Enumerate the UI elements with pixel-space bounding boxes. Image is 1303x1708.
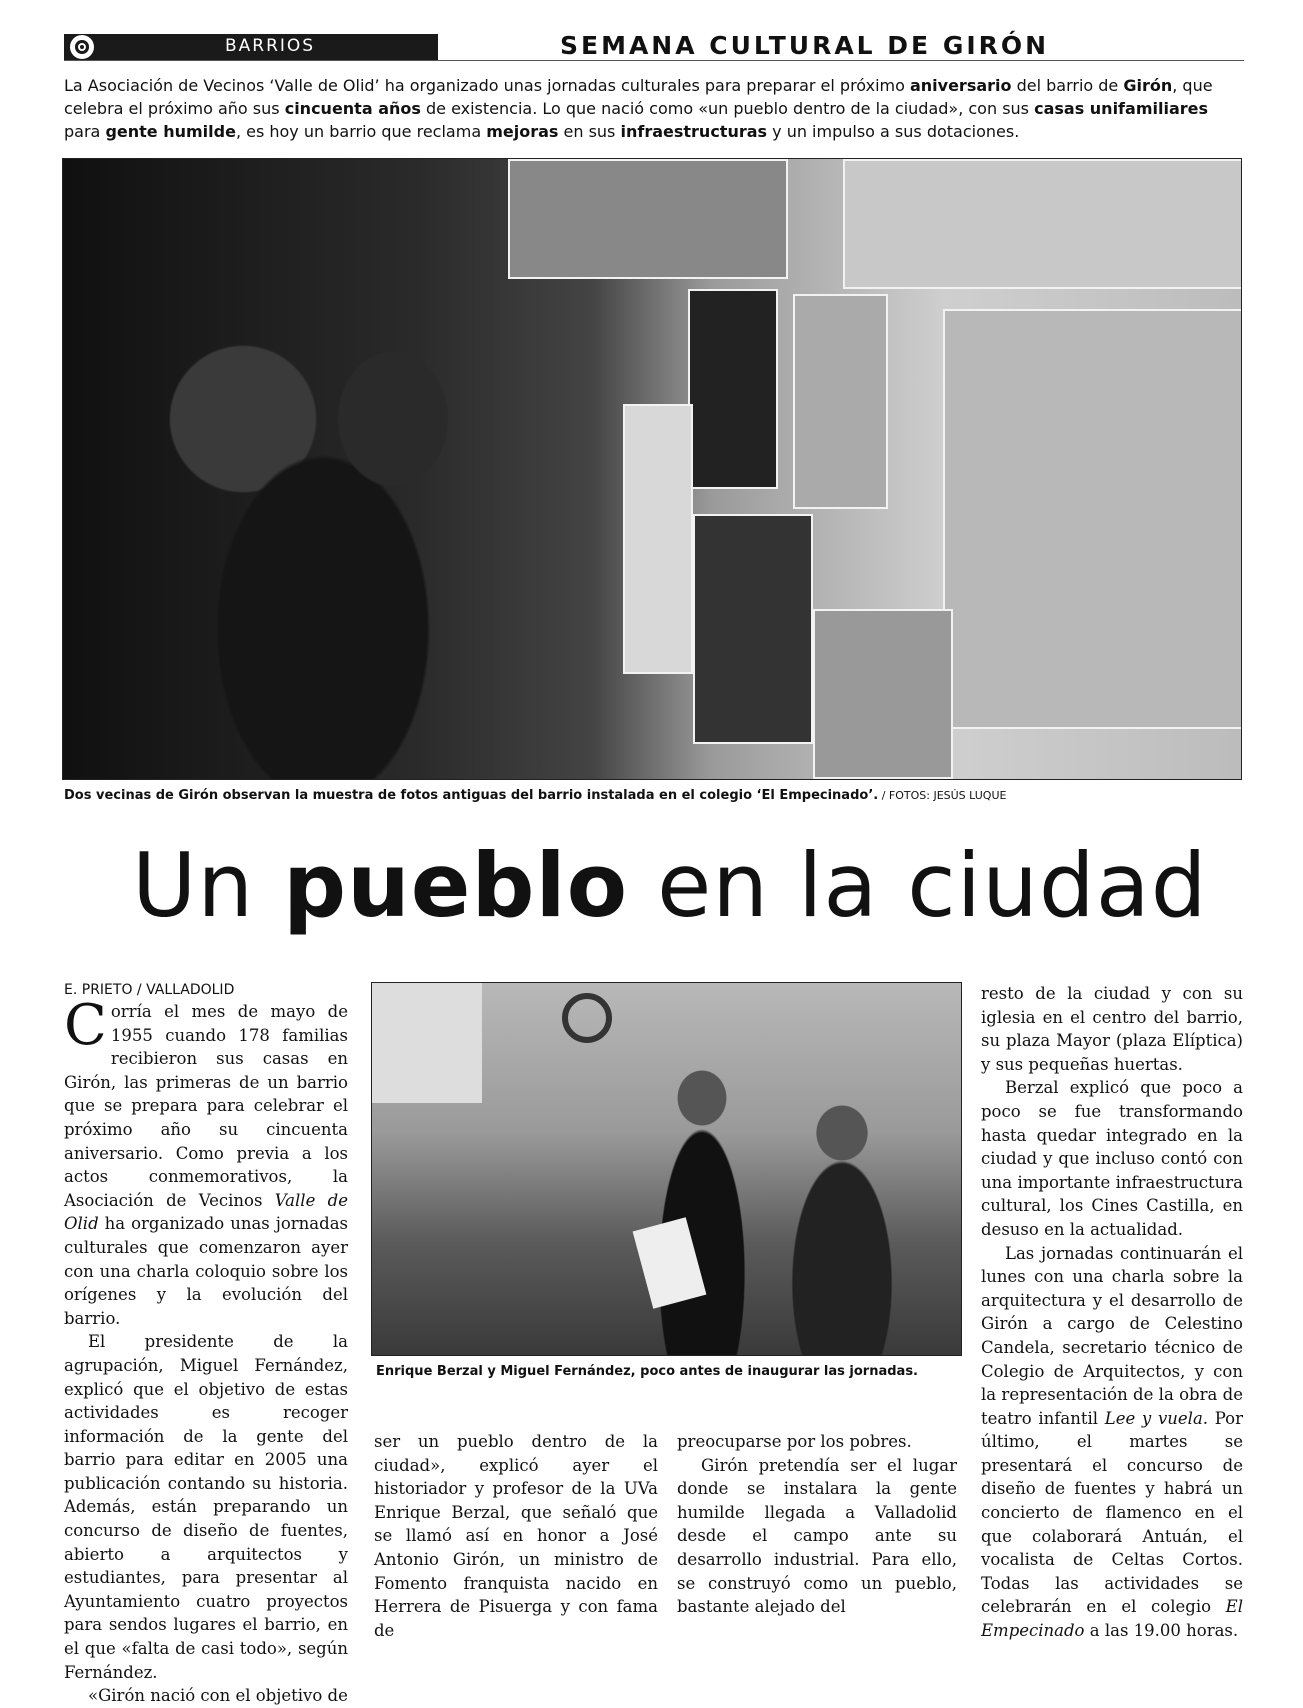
photo-exhibit-print [813,609,953,779]
article-column-1: Corría el mes de mayo de 1955 cuando 178 familias recibieron sus casas en Girón, las primeras de un barrio que se prepara para celebrar el próximo año su cincuenta aniversario. Como previa a los actos conmemorativos, la Asociación de Vecinos Valle de Olid ha organizado unas jornadas culturales que comenzaron ayer con una charla coloquio sobre los orígenes y la evolución del barrio. El presidente de la agrupación, Miguel Fernández, explicó que el objetivo de estas actividades es recoger información de la gente del barrio para editar en 2005 una publicación contando su historia. Además, están preparando un concurso de diseño de fuentes, abierto a arquitectos y estudiantes, para presentar al Ayuntamiento cuatro proyectos para sendos lugares el barrio, en el que «falta de casi todo», según Fernández. «Girón nació con el objetivo de [64,1000,348,1708]
article-paragraph: ser un pueblo dentro de la ciudad», explicó ayer el historiador y profesor de la UVa Enrique Berzal, que señaló que se llamó así en honor a José Antonio Girón, un ministro de Fomento franquista nacido en Herrera de Pisuerga y con fama de [374,1432,658,1640]
article-column-2 [374,1430,658,1642]
drop-cap: C [64,993,107,1058]
photo-exhibit-print [843,159,1242,289]
photo-exhibit-print [793,294,888,509]
byline: E. PRIETO / VALLADOLID [64,982,235,998]
article-paragraph: Las jornadas continuarán el lunes con una charla sobre la arquitectura y el desarrollo de Girón a cargo de Celestino Candela, secretario técnico de Colegio de Arquitectos, y con la representación de la obra de teatro infantil Lee y vuela. Por último, el martes se presentará el concurso de diseño de fuentes y habrá un concierto de flamenco en el que colaborará Antuán, el vocalista de Celtas Cortos. Todas las actividades se celebrarán en el colegio El Empecinado a las 19.00 horas. [981,1243,1243,1641]
article-paragraph: «Girón nació con el objetivo de [88,1686,348,1706]
main-photo [62,158,1242,780]
article-paragraph: El presidente de la agrupación, Miguel Fernández, explicó que el objetivo de estas actividades es recoger información de la gente del barrio para editar en 2005 una publicación contando su historia. Además, están preparando un concurso de diseño de fuentes, abierto a arquitectos y estudiantes, para presentar al Ayuntamiento cuatro proyectos para sendos lugares el barrio, en el que «falta de casi todo», según Fernández. [64,1332,348,1682]
second-photo-caption: Enrique Berzal y Miguel Fernández, poco antes de inaugurar las jornadas. [376,1364,918,1379]
photo-exhibit-print [623,404,693,674]
target-icon [70,35,94,59]
photo-exhibit-print [508,159,788,279]
section-label: BARRIOS [225,36,316,56]
lede: La Asociación de Vecinos ‘Valle de Olid’ ha organizado unas jornadas culturales para preparar el próximo aniversario del barrio de Girón, que celebra el próximo año sus cincuenta años de existencia. Lo que nació como «un pueblo dentro de la ciudad», con sus casas unifamiliares para gente humilde, es hoy un barrio que reclama mejoras en sus infraestructuras y un impulso a sus dotaciones. [64,76,1213,141]
main-photo-caption: Dos vecinas de Girón observan la muestra de fotos antiguas del barrio instalada en el colegio ‘El Empecinado’. / FOTOS: JESÚS LUQUE [64,788,1007,803]
headline: Un pueblo en la ciudad [132,834,1208,937]
article-paragraph: preocuparse por los pobres. [677,1432,912,1451]
article-paragraph: Berzal explicó que poco a poco se fue transformando hasta quedar integrado en la ciudad y que incluso contó con una importante infraestructura cultural, los Cines Castilla, en desuso en la actualidad. [981,1078,1243,1239]
photo-exhibit-print [688,289,778,489]
article-paragraph: Girón pretendía ser el lugar donde se instalara la gente humilde llegada a Valladolid desde el campo ante su desarrollo industrial. Para ello, se construyó como un pueblo, bastante alejado del [677,1455,957,1617]
article-column-4 [981,982,1243,1643]
window-shape [372,983,482,1103]
second-photo [371,982,962,1356]
article-column-3 [677,1430,957,1619]
wagon-wheel-shape [562,993,612,1043]
photo-exhibit-print [693,514,813,744]
series-title: SEMANA CULTURAL DE GIRÓN [560,31,1050,60]
handout-paper-shape [633,1217,707,1309]
article-paragraph: resto de la ciudad y con su iglesia en el centro del barrio, su plaza Mayor (plaza Elíptica) y sus pequeñas huertas. [981,984,1243,1074]
photo-exhibit-print [943,309,1242,729]
header-rule [64,60,1244,61]
